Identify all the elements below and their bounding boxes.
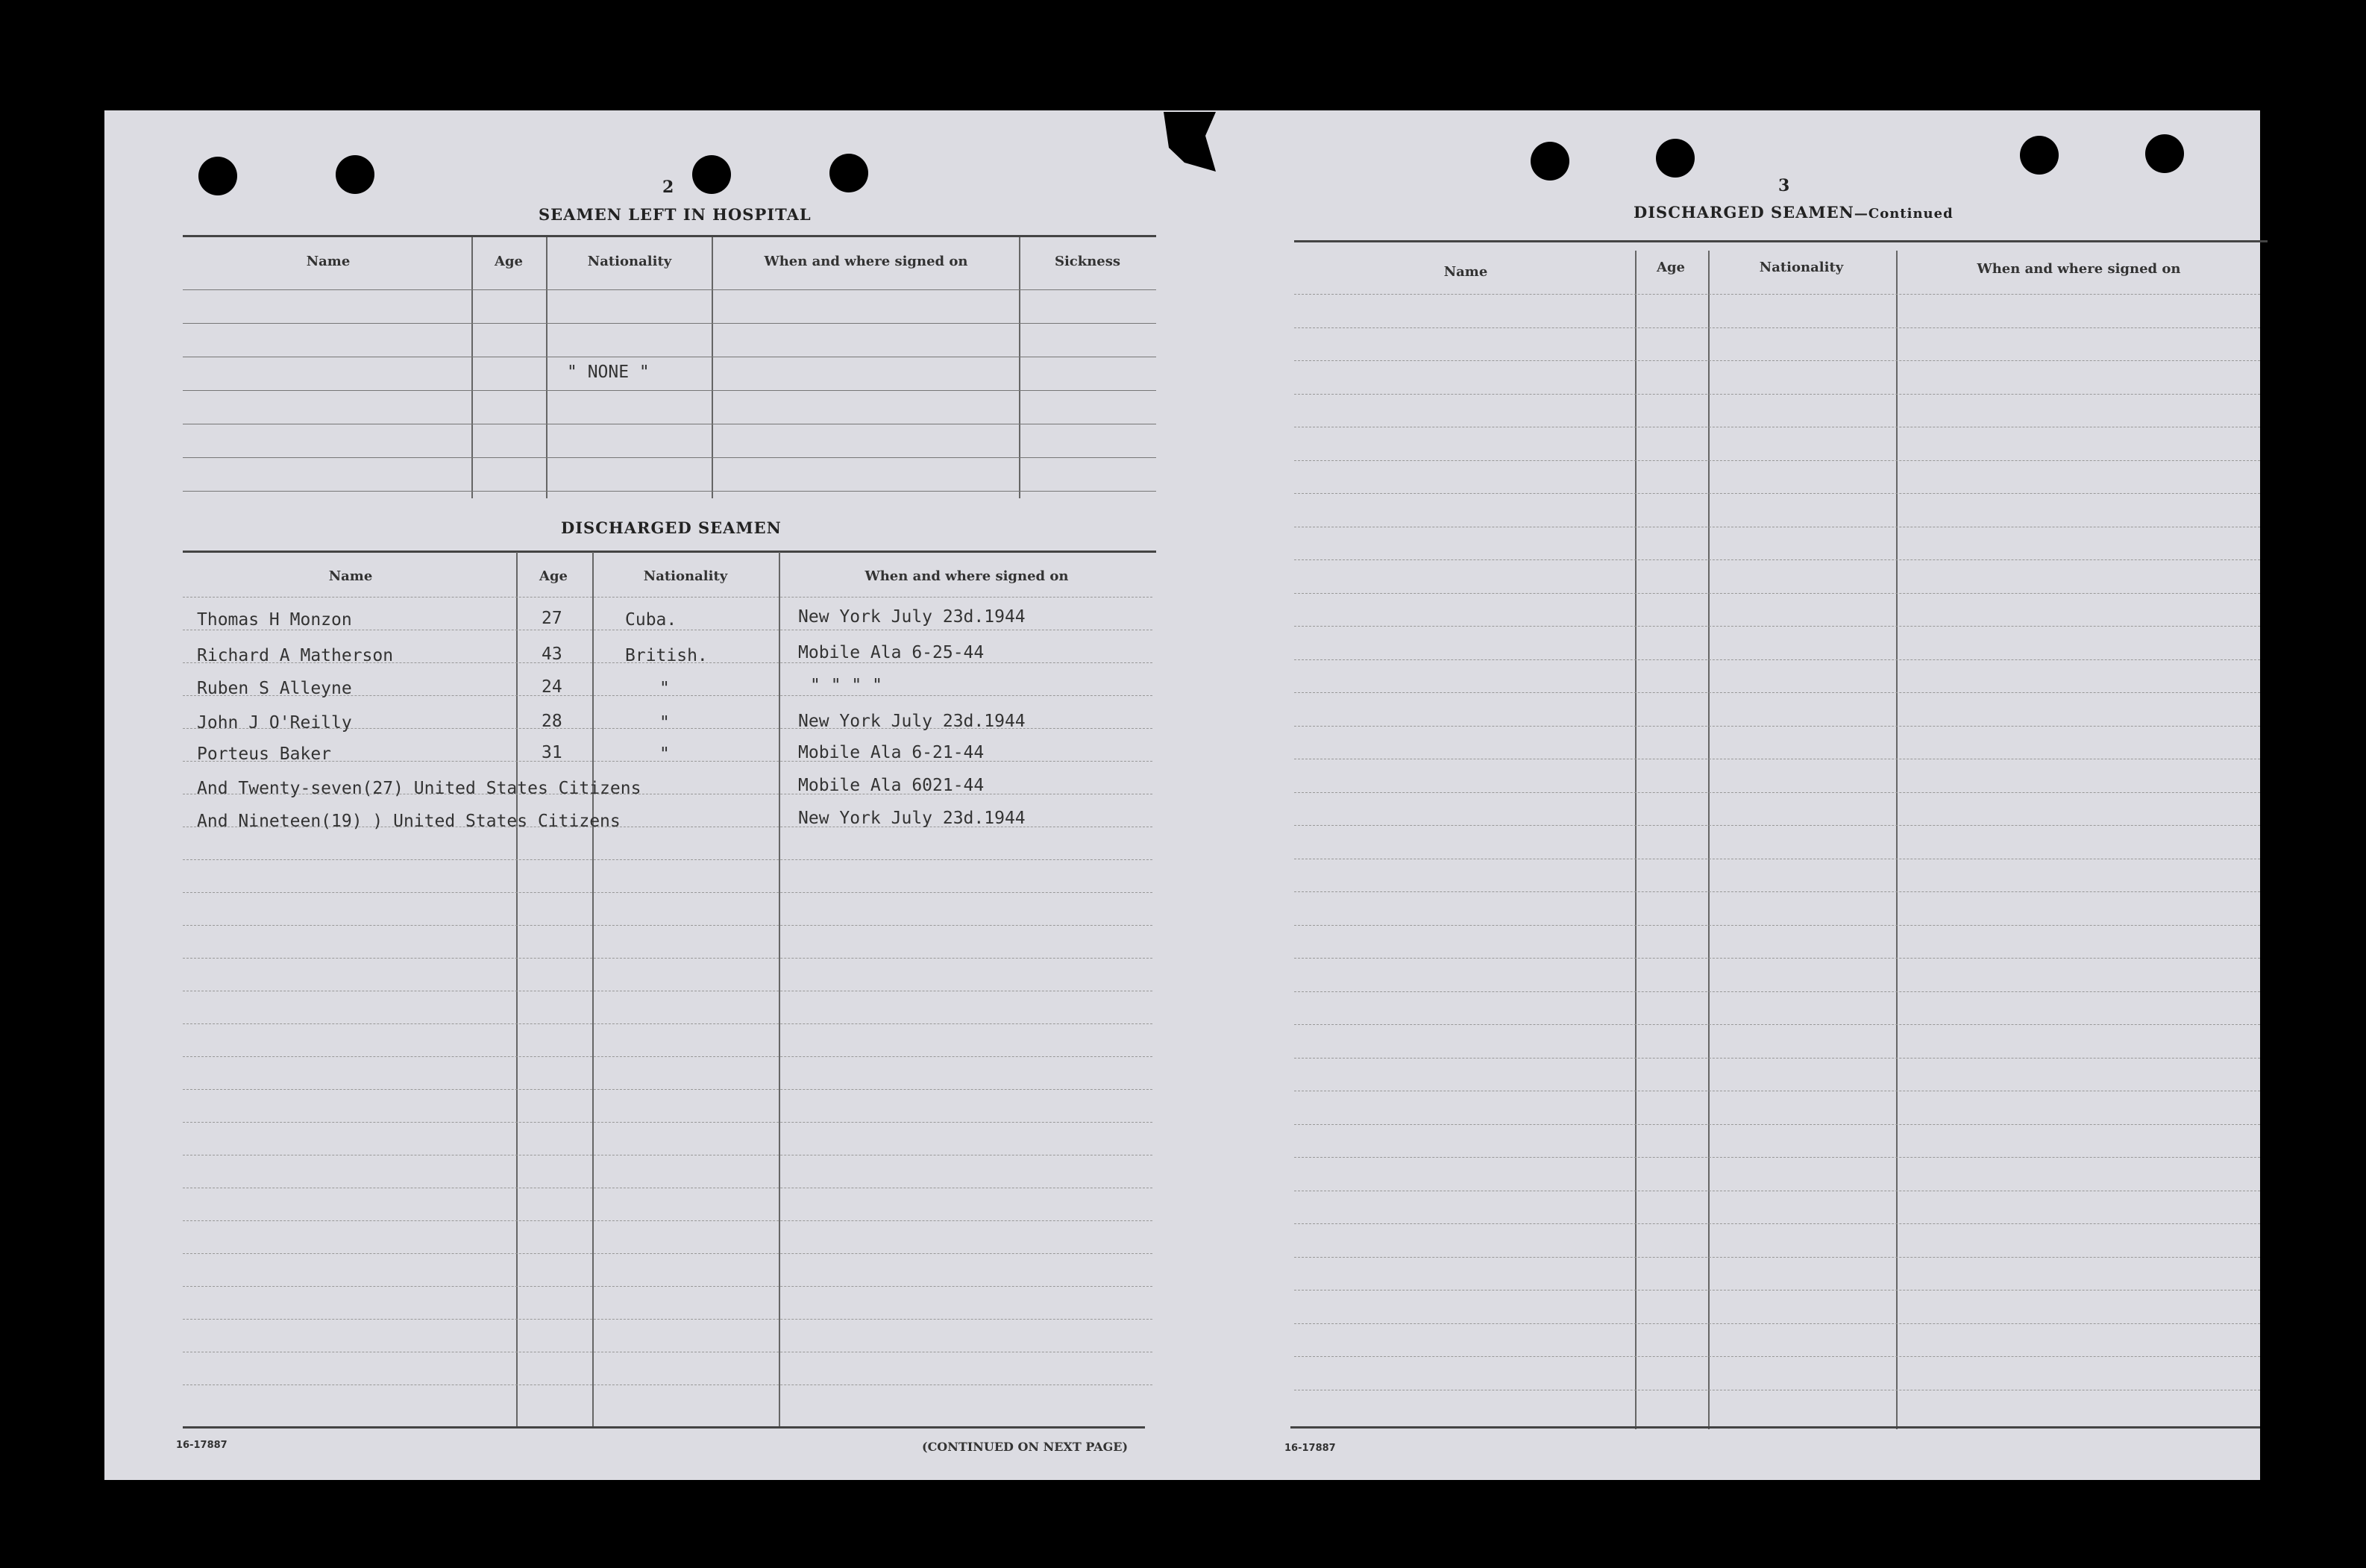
hospital-section-title: SEAMEN LEFT IN HOSPITAL	[539, 205, 812, 224]
ruled-line	[183, 1253, 1152, 1254]
row-name: Richard A Matherson	[197, 646, 394, 665]
ruled-line	[1294, 493, 2260, 494]
ruled-line	[1294, 726, 2260, 727]
form-number: 16-17887	[1284, 1443, 1336, 1454]
discharged-col-signed-on: When and where signed on	[865, 568, 1069, 584]
continued-note: (CONTINUED ON NEXT PAGE)	[922, 1440, 1129, 1454]
hospital-col-sickness: Sickness	[1054, 254, 1121, 269]
row-name: Thomas H Monzon	[197, 610, 352, 630]
row-name: And Twenty-seven(27) United States Citizens	[197, 779, 641, 798]
ruled-line	[1294, 460, 2260, 461]
ruled-line	[1294, 626, 2260, 627]
row-nationality: "	[659, 713, 670, 733]
punch-hole-icon	[198, 157, 237, 195]
hospital-row-line	[183, 289, 1156, 290]
ruled-line	[1294, 559, 2260, 560]
ruled-line	[1294, 1058, 2260, 1059]
ruled-line	[1294, 659, 2260, 660]
ruled-line	[183, 1122, 1152, 1123]
hospital-col-age: Age	[494, 254, 523, 269]
ruled-line	[1294, 1356, 2260, 1357]
row-name: Ruben S Alleyne	[197, 679, 352, 698]
ruled-line	[183, 859, 1152, 860]
ruled-line	[1294, 1124, 2260, 1125]
hospital-top-rule	[183, 235, 1156, 237]
ruled-line	[1294, 1290, 2260, 1291]
right-top-rule	[1294, 240, 2268, 242]
ruled-line	[1294, 1257, 2260, 1258]
ruled-line	[1294, 692, 2260, 693]
hospital-col-divider	[471, 237, 473, 498]
ruled-line	[183, 925, 1152, 926]
right-col-name: Name	[1443, 264, 1488, 280]
ruled-line	[1294, 991, 2260, 992]
ruled-line	[1294, 1024, 2260, 1025]
row-signed-on: Mobile Ala 6021-44	[798, 776, 985, 795]
punch-hole-icon	[692, 155, 731, 194]
punch-hole-icon	[336, 155, 374, 194]
row-name: John J O'Reilly	[197, 713, 352, 733]
discharged-col-age: Age	[539, 568, 568, 584]
row-age: 27	[542, 609, 562, 628]
hospital-row-line	[183, 457, 1156, 458]
ruled-line	[183, 1056, 1152, 1057]
ruled-line	[1294, 825, 2260, 826]
discharged-bottom-rule	[183, 1426, 1145, 1429]
ruled-line	[1294, 958, 2260, 959]
hospital-row-line	[183, 323, 1156, 324]
right-col-divider	[1708, 251, 1710, 1429]
ruled-line	[1294, 891, 2260, 892]
row-signed-on: New York July 23d.1944	[798, 712, 1026, 731]
ruled-line	[183, 1384, 1152, 1385]
ruled-line	[183, 1089, 1152, 1090]
hospital-col-divider	[712, 237, 713, 498]
ruled-line	[183, 597, 1152, 598]
section-title-text: DISCHARGED SEAMEN	[1634, 203, 1854, 222]
hospital-row-line	[183, 390, 1156, 391]
right-col-age: Age	[1656, 260, 1685, 275]
row-nationality: Cuba.	[625, 610, 677, 630]
row-name: Porteus Baker	[197, 744, 332, 764]
section-title-continued: —Continued	[1854, 206, 1954, 222]
ruled-line	[1294, 1323, 2260, 1324]
row-name: And Nineteen(19) ) United States Citizens	[197, 812, 621, 831]
page-number: 3	[1778, 176, 1790, 195]
ruled-line	[183, 1286, 1152, 1287]
ruled-line	[1294, 294, 2260, 295]
ruled-line	[1294, 360, 2260, 361]
ruled-line	[183, 958, 1152, 959]
continued-section-title	[1634, 203, 1954, 222]
discharged-top-rule	[183, 551, 1156, 553]
row-signed-on: Mobile Ala 6-21-44	[798, 743, 985, 762]
ruled-line	[183, 892, 1152, 893]
row-age: 28	[542, 712, 562, 731]
discharged-col-nationality: Nationality	[643, 568, 728, 584]
row-signed-on: Mobile Ala 6-25-44	[798, 643, 985, 662]
ruled-line	[183, 1220, 1152, 1221]
page-number: 2	[662, 178, 674, 197]
ruled-line	[1294, 327, 2260, 328]
form-number: 16-17887	[176, 1440, 228, 1451]
row-signed-on: New York July 23d.1944	[798, 809, 1026, 828]
hospital-row-line	[183, 491, 1156, 492]
row-age: 24	[542, 677, 562, 697]
row-nationality: "	[659, 679, 670, 698]
ruled-line	[183, 1023, 1152, 1024]
ruled-line	[1294, 1157, 2260, 1158]
ruled-line	[1294, 1223, 2260, 1224]
ruled-line	[1294, 593, 2260, 594]
hospital-col-nationality: Nationality	[587, 254, 672, 269]
right-col-signed-on: When and where signed on	[1977, 261, 2181, 277]
hospital-none-entry: " NONE "	[567, 363, 650, 382]
ruled-line	[1294, 925, 2260, 926]
right-page	[1208, 110, 2260, 1480]
right-col-divider	[1635, 251, 1637, 1429]
row-nationality: "	[659, 744, 670, 764]
punch-hole-icon	[829, 154, 868, 192]
row-age: 43	[542, 645, 562, 664]
discharged-col-name: Name	[328, 568, 373, 584]
discharged-section-title: DISCHARGED SEAMEN	[561, 518, 782, 537]
punch-hole-icon	[2145, 134, 2184, 173]
row-nationality: British.	[625, 646, 708, 665]
row-signed-on: " " " "	[810, 676, 882, 695]
right-col-nationality: Nationality	[1759, 260, 1844, 275]
row-signed-on: New York July 23d.1944	[798, 607, 1026, 627]
row-age: 31	[542, 743, 562, 762]
ruled-line	[1294, 792, 2260, 793]
right-col-divider	[1896, 251, 1898, 1429]
punch-hole-icon	[1656, 139, 1695, 178]
hospital-col-divider	[1019, 237, 1020, 498]
hospital-col-divider	[546, 237, 547, 498]
hospital-col-signed-on: When and where signed on	[764, 254, 968, 269]
ruled-line	[183, 1319, 1152, 1320]
hospital-col-name: Name	[306, 254, 351, 269]
punch-hole-icon	[1531, 142, 1569, 181]
ruled-line	[1294, 394, 2260, 395]
right-bottom-rule	[1290, 1426, 2260, 1429]
punch-hole-icon	[2020, 136, 2059, 175]
